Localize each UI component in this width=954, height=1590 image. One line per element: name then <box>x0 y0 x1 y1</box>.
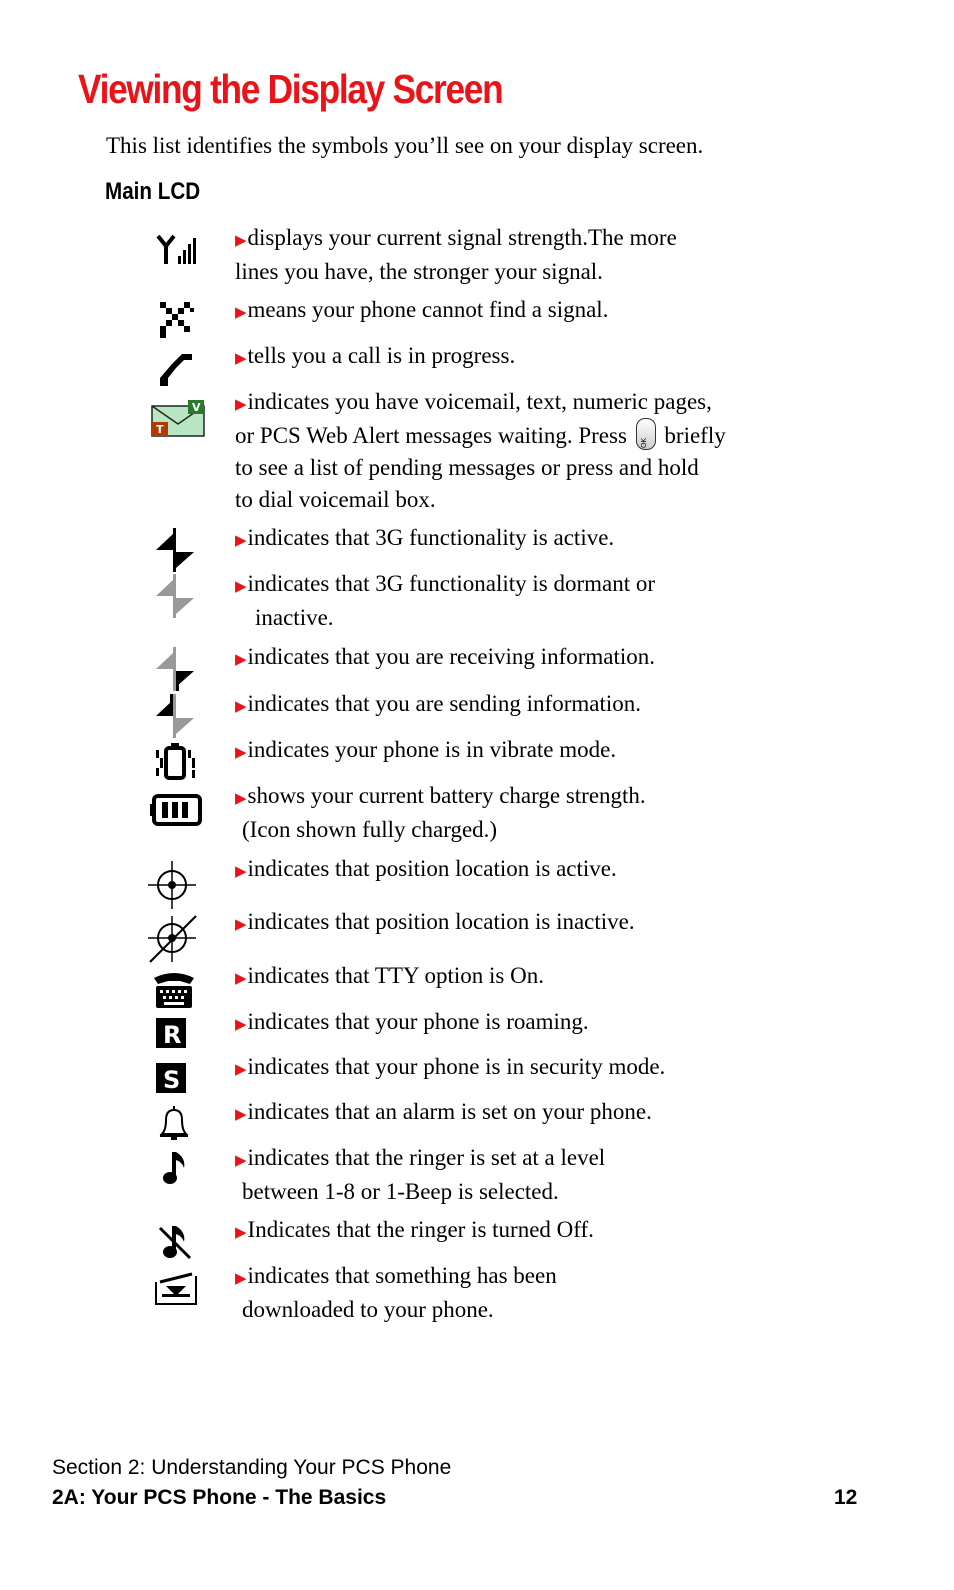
page-number: 12 <box>834 1486 858 1509</box>
bullet-arrow-icon: ▶ <box>235 1060 247 1078</box>
svg-text:V: V <box>192 401 201 414</box>
footer-chapter-title: 2A: Your PCS Phone - The Basics <box>52 1486 387 1509</box>
item-text: tells you a call is in progress. <box>247 343 516 368</box>
messages-waiting-icon <box>150 398 210 458</box>
intro-text: This list identifies the symbols you’ll see on your display screen. <box>106 133 704 158</box>
battery-icon <box>150 790 210 850</box>
item-text: indicates that position location is active. <box>247 856 617 881</box>
item-text: displays your current signal strength.The more <box>247 225 677 250</box>
item-text: indicates that your phone is in security mode. <box>247 1054 666 1079</box>
location-on-icon <box>144 855 204 915</box>
bullet-arrow-icon: ▶ <box>235 697 247 715</box>
item-text: (Icon shown fully charged.) <box>242 817 498 842</box>
item-text: indicates that the ringer is set at a level <box>247 1145 606 1170</box>
bullet-arrow-icon: ▶ <box>235 1151 247 1169</box>
item-text: downloaded to your phone. <box>242 1297 494 1322</box>
bullet-arrow-icon: ▶ <box>235 650 247 668</box>
item-text: indicates that you are sending information. <box>247 691 641 716</box>
3g-dormant-icon <box>152 574 212 634</box>
item-text: to dial voicemail box. <box>235 487 436 512</box>
item-text: indicates that 3G functionality is dormant or <box>247 571 656 596</box>
item-text: to see a list of pending messages or press and hold <box>235 455 699 480</box>
item-text: briefly <box>664 423 726 448</box>
page-title: Viewing the Display Screen <box>78 66 503 112</box>
bullet-arrow-icon: ▶ <box>235 1223 247 1241</box>
bullet-arrow-icon: ▶ <box>235 577 247 595</box>
section-subheading: Main LCD <box>105 178 201 205</box>
item-text: inactive. <box>255 605 334 630</box>
item-text: indicates that something has been <box>247 1263 557 1288</box>
ok-key-icon: OK <box>636 418 656 450</box>
bullet-arrow-icon: ▶ <box>235 395 247 413</box>
bullet-arrow-icon: ▶ <box>235 789 247 807</box>
bullet-arrow-icon: ▶ <box>235 349 247 367</box>
signal-strength-icon <box>150 230 210 290</box>
item-text: indicates that you are receiving information. <box>247 644 656 669</box>
download-icon <box>152 1268 212 1328</box>
item-text: indicates that TTY option is On. <box>247 963 544 988</box>
bullet-arrow-icon: ▶ <box>235 862 247 880</box>
bullet-arrow-icon: ▶ <box>235 1105 247 1123</box>
item-text: or PCS Web Alert messages waiting. Press <box>235 423 627 448</box>
item-text: indicates you have voicemail, text, numeric pages, <box>247 389 712 414</box>
bullet-arrow-icon: ▶ <box>235 531 247 549</box>
bullet-arrow-icon: ▶ <box>235 743 247 761</box>
svg-text:T: T <box>156 423 164 436</box>
ringer-on-icon <box>158 1148 218 1208</box>
item-text: indicates that an alarm is set on your phone. <box>247 1099 652 1124</box>
item-text: between 1-8 or 1-Beep is selected. <box>242 1179 559 1204</box>
item-text: shows your current battery charge strength. <box>247 783 646 808</box>
item-text: indicates that your phone is roaming. <box>247 1009 589 1034</box>
item-text: means your phone cannot find a signal. <box>247 297 609 322</box>
bullet-arrow-icon: ▶ <box>235 1015 247 1033</box>
call-in-progress-icon <box>152 346 212 406</box>
location-off-icon <box>144 908 204 968</box>
item-text: lines you have, the stronger your signal. <box>235 259 603 284</box>
item-text: Indicates that the ringer is turned Off. <box>247 1217 594 1242</box>
svg-text:R: R <box>163 1021 182 1049</box>
footer-section-title: Section 2: Understanding Your PCS Phone <box>52 1456 452 1479</box>
item-text: indicates that position location is inactive. <box>247 909 635 934</box>
bullet-arrow-icon: ▶ <box>235 1269 247 1287</box>
bullet-arrow-icon: ▶ <box>235 303 247 321</box>
bullet-arrow-icon: ▶ <box>235 231 247 249</box>
svg-text:S: S <box>163 1066 181 1094</box>
item-text: indicates that 3G functionality is active. <box>247 525 615 550</box>
bullet-arrow-icon: ▶ <box>235 915 247 933</box>
bullet-arrow-icon: ▶ <box>235 969 247 987</box>
item-text: indicates your phone is in vibrate mode. <box>247 737 617 762</box>
